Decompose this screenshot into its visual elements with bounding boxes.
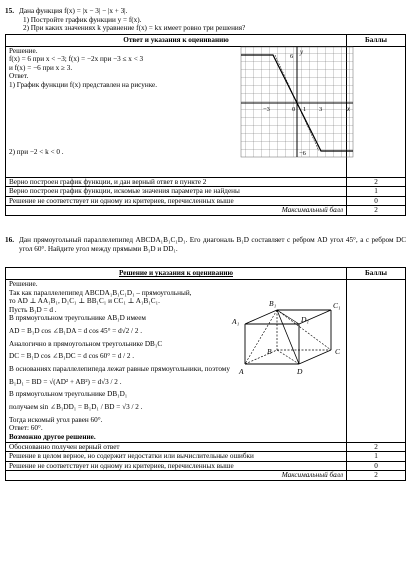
criteria-score: 0: [347, 196, 406, 206]
criteria-row: [6, 442, 406, 452]
edge: [299, 350, 331, 364]
vertex-label: C: [335, 346, 341, 356]
problem-16: [5, 236, 406, 481]
solution-line: f(x) = 6 при x < −3; f(x) = −2x при −3 ≤ x < 3: [9, 55, 144, 64]
answer-line: 2) при −2 < k < 0 .: [9, 147, 64, 156]
max-label: Максимальный балл: [6, 471, 347, 481]
tick-label-0: 0: [292, 105, 296, 113]
diagonal: [277, 310, 299, 364]
solution-formula: AD = B₁D cos ∠B₁DA = d cos 45° = d√2 / 2 .: [9, 327, 143, 336]
vertex-label: B₁: [269, 298, 277, 308]
problem-number: 16.: [5, 236, 14, 244]
criteria-row: [6, 461, 406, 471]
solution-title: Решение.: [9, 46, 38, 55]
problem-15-q1: 1) Постройте график функции y = f(x).: [23, 15, 142, 24]
solution-line: и f(x) = −6 при x ≥ 3.: [9, 63, 73, 72]
vertex-label: A₁: [232, 316, 240, 326]
vertex-label: D₁: [301, 314, 310, 324]
criteria-score: 2: [347, 177, 406, 187]
solution-formula: B₁D₁ = BD = √(AD² + AB²) = d√3 / 2 .: [9, 377, 122, 386]
max-score: 2: [347, 206, 406, 216]
problem-text: Дана функция f(x) = |x − 3| − |x + 3|.: [19, 7, 128, 15]
solution-line: Так как параллелепипед ABCDA₁B₁C₁D₁ – прямоугольный,: [9, 288, 192, 297]
criteria-text: Решение не соответствует ни одному из критериев, перечисленных выше: [6, 461, 347, 471]
solution-line: то AD ⊥ AA₁B₁, D₁C₁ ⊥ BB₁C₁ и CC₁ ⊥ A₁B₁C₁.: [9, 297, 160, 306]
solution-line: Пусть B₁D = d .: [9, 305, 57, 314]
criteria-score: 0: [347, 461, 406, 471]
vertex-label: A: [239, 366, 244, 376]
vertex-label: C₁: [333, 300, 341, 310]
function-graph: [237, 45, 357, 160]
diagonal: [245, 310, 277, 364]
max-score: 2: [347, 471, 406, 481]
table-header-solution: Решение и указания к оцениванию: [6, 268, 347, 280]
max-row: [6, 206, 406, 216]
problem-text: Дан прямоугольный параллелепипед ABCDA₁B₁C₁D₁. Его диагональ B₁D составляет с ребром AD угол 45°, а с ребром DC угол 60°. Найдите угол между прямыми B₁D и DD₁.: [19, 236, 406, 253]
axis-label-y: y: [300, 47, 304, 56]
tick-label-m6: −6: [299, 149, 306, 157]
max-label: Максимальный балл: [6, 206, 347, 216]
solution-line: В основаниях параллелепипеда лежат равные прямоугольники, поэтому: [9, 365, 230, 374]
criteria-text: Решение в целом верное, но содержит недостатки или вычислительные ошибки: [6, 452, 347, 462]
problem-15-solution: [9, 46, 351, 157]
criteria-text: Верно построен график функции, и дан верный ответ в пункте 2: [6, 177, 347, 187]
tick-label-3: 3: [319, 105, 323, 113]
problem-16-table: [5, 267, 406, 481]
vertex-label: B: [267, 346, 272, 356]
edge: [245, 310, 277, 324]
table-header-score: Баллы: [347, 268, 406, 280]
criteria-score: 2: [347, 442, 406, 452]
criteria-row: [6, 196, 406, 206]
solution-line: Аналогично в прямоугольном треугольнике DB₁C: [9, 339, 163, 348]
diagonal: [277, 310, 299, 324]
criteria-row: [6, 177, 406, 187]
criteria-row: [6, 452, 406, 462]
tick-label-m3: −3: [263, 105, 270, 113]
vertex-label: D: [297, 366, 303, 376]
diagonal: [277, 350, 299, 364]
criteria-text: Обоснованно получен верный ответ: [6, 442, 347, 452]
edge: [245, 350, 277, 364]
criteria-score: 1: [347, 187, 406, 197]
max-row: [6, 471, 406, 481]
problem-15-statement: [5, 7, 406, 16]
answer-line: 1) График функции f(x) представлен на рисунке.: [9, 81, 158, 90]
solution-line: В прямоугольном треугольнике AB₁D имеем: [9, 314, 146, 323]
problem-15-q2: 2) При каких значениях k уравнение f(x) = kx имеет ровно три решения?: [23, 24, 246, 33]
problem-number: 15.: [5, 7, 14, 15]
parallelepiped-figure: [231, 294, 356, 379]
solution-formula: получаем sin ∠B₁DD₁ = B₁D₁ / BD = √3 / 2 .: [9, 402, 143, 411]
problem-16-solution: [9, 280, 343, 442]
solution-title: Решение.: [9, 279, 38, 288]
problem-15: [5, 7, 406, 216]
solution-line: Ответ: 60°.: [9, 424, 43, 433]
table-header-solution: Ответ и указания к оцениванию: [6, 34, 347, 46]
criteria-row: [6, 187, 406, 197]
answer-title: Ответ.: [9, 72, 29, 81]
tick-label-6: 6: [290, 52, 294, 60]
table-header-score: Баллы: [347, 34, 406, 46]
tick-label-1: 1: [303, 105, 307, 113]
solution-line: Возможно другое решение.: [9, 432, 96, 441]
problem-15-table: [5, 34, 406, 216]
solution-formula: DC = B₁D cos ∠B₁DC = d cos 60° = d / 2 .: [9, 352, 135, 361]
criteria-text: Решение не соответствует ни одному из критериев, перечисленных выше: [6, 196, 347, 206]
criteria-text: Верно построен график функции, искомые значения параметра не найдены: [6, 187, 347, 197]
solution-line: Тогда искомый угол равен 60°.: [9, 415, 103, 424]
solution-line: В прямоугольном треугольнике DB₁D₁: [9, 390, 128, 399]
criteria-score: 1: [347, 452, 406, 462]
problem-16-statement: [5, 236, 406, 253]
axis-label-x: x: [347, 104, 351, 113]
